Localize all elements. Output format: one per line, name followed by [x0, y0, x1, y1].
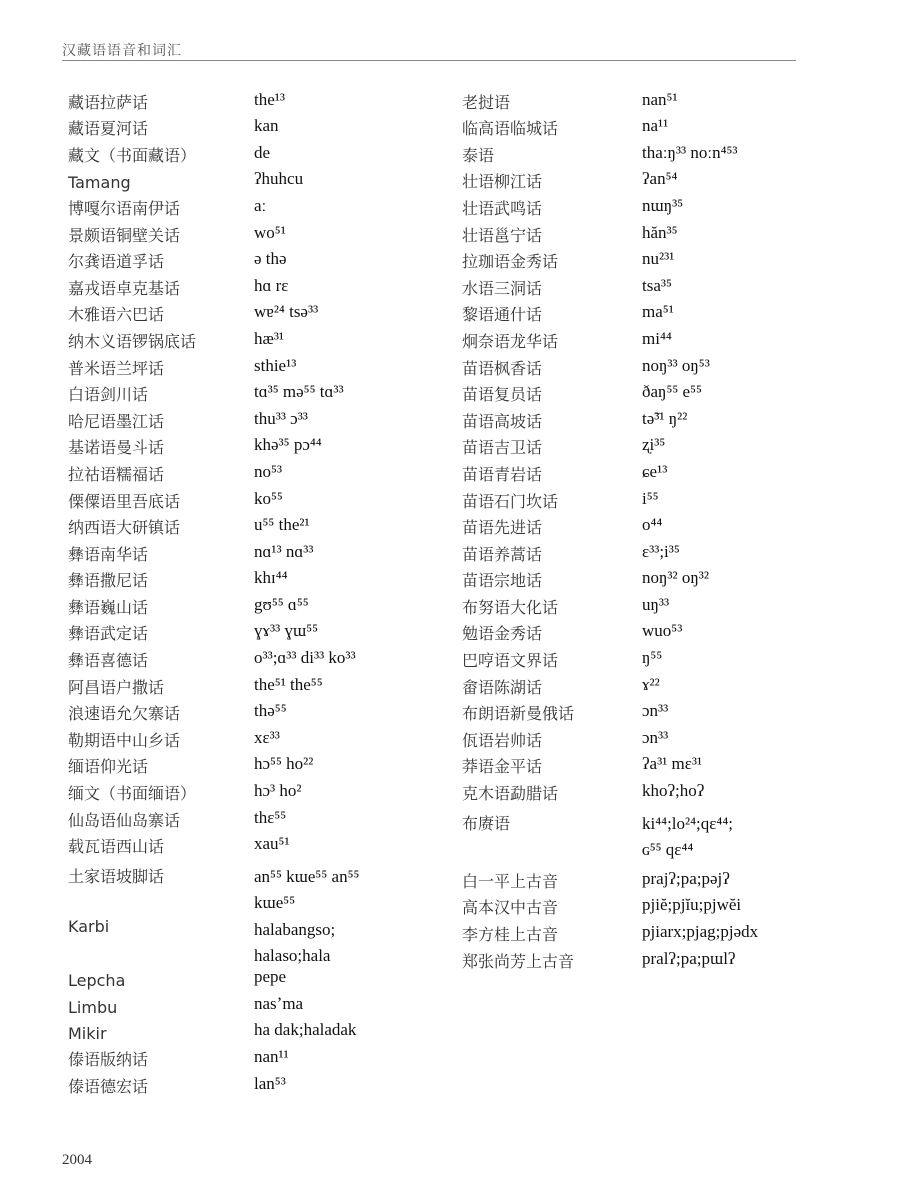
language-name: 苗语复员话: [462, 385, 543, 405]
language-name: 勒期语中山乡话: [68, 730, 181, 750]
entry-row: [68, 777, 428, 804]
entry-row: [462, 272, 862, 299]
entry-row: [68, 272, 428, 299]
entry-row: [68, 591, 428, 618]
word-form: nasʼma: [254, 993, 304, 1013]
entry-row: [68, 166, 428, 193]
entry-row: [68, 432, 428, 459]
word-form: i⁵⁵: [642, 488, 659, 508]
language-name: 博嘎尔语南伊话: [68, 198, 181, 218]
word-form: the¹³: [254, 89, 285, 109]
language-name: 载瓦语西山话: [68, 837, 165, 857]
language-name: 苗语吉卫话: [462, 438, 543, 458]
entry-row: [462, 698, 862, 725]
word-form: ŋ⁵⁵: [642, 648, 663, 668]
word-form: khə³⁵ pɔ⁴⁴: [254, 435, 322, 455]
language-name: 缅语仰光话: [68, 757, 149, 777]
word-form: pepe: [254, 967, 287, 987]
language-name: 临高语临城话: [462, 119, 559, 139]
language-name: 壮语柳江话: [462, 172, 543, 192]
language-name: 布朗语新曼俄话: [462, 704, 575, 724]
word-form: khɪ⁴⁴: [254, 568, 288, 588]
language-name: 尔龚语道孚话: [68, 252, 165, 272]
word-form: khoʔ;hoʔ: [642, 781, 705, 801]
language-name: 纳木义语锣锅底话: [68, 331, 197, 351]
language-name: 苗语石门坎话: [462, 491, 559, 511]
language-name: 彝语喜德话: [68, 651, 149, 671]
language-name: 缅文（书面缅语）: [68, 784, 197, 804]
language-name: 莽语金平话: [462, 757, 543, 777]
right-column: [462, 86, 862, 972]
language-name: 拉祜语糯福话: [68, 464, 165, 484]
entry-row: [68, 698, 428, 725]
word-form: ɔn³³: [642, 701, 669, 721]
word-form: thu³³ ɔ³³: [254, 408, 308, 428]
entry-row: [462, 166, 862, 193]
language-name: 壮语邕宁话: [462, 225, 543, 245]
language-name: Mikir: [68, 1024, 107, 1044]
entry-row: [462, 113, 862, 140]
entry-row: [462, 139, 862, 166]
entry-row: [68, 751, 428, 778]
entry-row: [462, 724, 862, 751]
word-form: nan⁵¹: [642, 89, 678, 109]
language-name: 苗语青岩话: [462, 464, 543, 484]
language-name: 炯奈语龙华话: [462, 331, 559, 351]
entry-row: [462, 644, 862, 671]
word-form: halabangso; halaso;hala: [254, 920, 336, 966]
word-form: noŋ³² oŋ³²: [642, 568, 709, 588]
language-name: 巴哼语文界话: [462, 651, 559, 671]
entry-row: [462, 405, 862, 432]
language-name: 傣语版纳话: [68, 1049, 149, 1069]
entry-row: [68, 644, 428, 671]
word-form: hăn³⁵: [642, 222, 678, 242]
left-column: [68, 86, 428, 1097]
language-name: 傣语德宏话: [68, 1076, 149, 1096]
language-name: 李方桂上古音: [462, 925, 559, 944]
entry-row: [68, 192, 428, 219]
entry-row: [68, 325, 428, 352]
entry-row: [462, 246, 862, 273]
word-form: hɔ⁵⁵ ho²²: [254, 754, 314, 774]
word-form: ɤ²²: [642, 674, 660, 694]
word-form: ko⁵⁵: [254, 488, 283, 508]
entry-row: [68, 831, 428, 858]
language-name: 普米语兰坪话: [68, 358, 165, 378]
language-name: 彝语武定话: [68, 624, 149, 644]
language-name: 基诺语曼斗话: [68, 438, 165, 458]
language-name: 布赓语: [462, 814, 511, 834]
entry-row: [68, 219, 428, 246]
language-name: 泰语: [462, 145, 495, 165]
language-name: 布努语大化话: [462, 597, 559, 617]
language-name: 哈尼语墨江话: [68, 411, 165, 431]
entry-row: [462, 918, 862, 945]
word-form: ɔn³³: [642, 727, 669, 747]
word-form: ki⁴⁴;lo²⁴;qɛ⁴⁴; ɢ⁵⁵ qɛ⁴⁴: [642, 814, 733, 860]
word-form: na¹¹: [642, 116, 669, 136]
language-name: 苗语高坡话: [462, 411, 543, 431]
language-name: 苗语宗地话: [462, 571, 543, 591]
language-name: 彝语撒尼话: [68, 571, 149, 591]
word-form: nu²³¹: [642, 249, 675, 269]
word-form: ʔan⁵⁴: [642, 169, 678, 189]
word-form: mi⁴⁴: [642, 328, 672, 348]
entry-row: [462, 219, 862, 246]
entry-row: [68, 990, 428, 1017]
language-name: 白一平上古音: [462, 871, 559, 891]
language-name: 水语三洞话: [462, 278, 543, 298]
entry-row: [462, 512, 862, 539]
entry-row: [68, 379, 428, 406]
entry-row: [68, 246, 428, 273]
language-name: 浪速语允欠寨话: [68, 704, 181, 724]
entry-row: [462, 432, 862, 459]
word-form: nɑ¹³ nɑ³³: [254, 541, 314, 561]
entry-row: [68, 113, 428, 140]
language-name: 土家语坡脚话: [68, 867, 165, 887]
entry-row: [68, 405, 428, 432]
language-name: 景颇语铜壁关话: [68, 225, 181, 245]
word-form: ɛ³³;i³⁵: [642, 541, 680, 561]
word-form: ʔa³¹ mɛ³¹: [642, 754, 703, 774]
entry-row: [462, 565, 862, 592]
language-name: 畲语陈湖话: [462, 677, 543, 697]
entry-row: [68, 910, 428, 966]
word-form: o³³;ɑ³³ di³³ ko³³: [254, 648, 356, 668]
word-form: no⁵³: [254, 461, 283, 481]
word-form: ɕe¹³: [642, 461, 668, 481]
word-form: gʊ⁵⁵ ɑ⁵⁵: [254, 594, 309, 614]
language-name: 木雅语六巴话: [68, 305, 165, 325]
entry-row: [462, 945, 862, 972]
language-name: 拉珈语金秀话: [462, 252, 559, 272]
language-name: 藏文（书面藏语）: [68, 145, 197, 165]
word-form: uŋ³³: [642, 594, 670, 614]
word-form: xɛ³³: [254, 727, 280, 747]
entry-row: [68, 1070, 428, 1097]
entry-row: [68, 139, 428, 166]
entry-row: [68, 857, 428, 913]
word-form: tɑ³⁵ mə⁵⁵ tɑ³³: [254, 382, 344, 402]
word-form: wo⁵¹: [254, 222, 286, 242]
word-form: xau⁵¹: [254, 834, 290, 854]
language-name: 壮语武鸣话: [462, 198, 543, 218]
entry-row: [68, 485, 428, 512]
entry-row: [68, 964, 428, 991]
word-form: hɔ³ ho²: [254, 781, 302, 801]
entry-row: [462, 591, 862, 618]
word-form: ha dak;haladak: [254, 1020, 357, 1040]
word-form: tsa³⁵: [642, 275, 672, 295]
language-name: 傈僳语里吾底话: [68, 491, 181, 511]
entry-row: [462, 865, 862, 892]
word-form: nan¹¹: [254, 1046, 289, 1066]
language-name: Tamang: [68, 173, 131, 193]
word-form: de: [254, 142, 271, 162]
entry-row: [68, 299, 428, 326]
header-rule: [62, 60, 796, 61]
entry-row: [462, 352, 862, 379]
word-form: ɣɤ³³ ɣɯ⁵⁵: [254, 621, 319, 641]
running-header-title: 汉藏语语音和词汇: [62, 43, 182, 59]
entry-row: [462, 379, 862, 406]
word-form: ə thə: [254, 249, 287, 269]
word-form: pjiarx;pjag;pjədx: [642, 922, 759, 941]
word-form: pralʔ;pa;pɯlʔ: [642, 948, 736, 968]
language-name: 阿昌语户撒话: [68, 677, 165, 697]
word-form: noŋ³³ oŋ⁵³: [642, 355, 710, 375]
language-name: 藏语拉萨话: [68, 92, 149, 112]
word-form: prajʔ;pa;pəjʔ: [642, 868, 730, 888]
word-form: wɐ²⁴ tsə³³: [254, 302, 319, 322]
language-name: 彝语巍山话: [68, 597, 149, 617]
word-form: ʐi³⁵: [642, 435, 666, 455]
word-form: hɑ rɛ: [254, 275, 289, 295]
entry-row: [462, 618, 862, 645]
entry-row: [462, 804, 862, 860]
entry-row: [68, 512, 428, 539]
entry-row: [68, 671, 428, 698]
entry-row: [68, 538, 428, 565]
language-name: 仙岛语仙岛寨话: [68, 810, 181, 830]
language-name: 嘉戎语卓克基话: [68, 278, 181, 298]
language-name: 克木语勐腊话: [462, 784, 559, 804]
entry-row: [462, 751, 862, 778]
language-name: Limbu: [68, 997, 118, 1017]
entry-row: [68, 1017, 428, 1044]
language-name: 苗语养蒿话: [462, 544, 543, 564]
entry-row: [68, 618, 428, 645]
entry-row: [68, 804, 428, 831]
word-form: hæ³¹: [254, 328, 285, 348]
entry-row: [462, 485, 862, 512]
language-name: 苗语枫香话: [462, 358, 543, 378]
entry-row: [68, 565, 428, 592]
language-name: 藏语夏河话: [68, 119, 149, 139]
entry-row: [68, 1043, 428, 1070]
entry-row: [462, 538, 862, 565]
language-name: 老挝语: [462, 92, 511, 112]
entry-row: [462, 325, 862, 352]
language-name: Lepcha: [68, 971, 126, 991]
language-name: 高本汉中古音: [462, 898, 559, 918]
language-name: 苗语先进话: [462, 518, 543, 538]
language-name: 纳西语大研镇话: [68, 518, 181, 538]
entry-row: [68, 352, 428, 379]
language-name: 郑张尚芳上古音: [462, 951, 575, 971]
entry-row: [462, 892, 862, 919]
word-form: the⁵¹ the⁵⁵: [254, 674, 323, 694]
language-name: 勉语金秀话: [462, 624, 543, 644]
word-form: aː: [254, 195, 267, 215]
entry-row: [68, 458, 428, 485]
word-form: ðaŋ⁵⁵ e⁵⁵: [642, 382, 702, 402]
word-form: pjiĕ;pjĭu;pjwĕi: [642, 895, 742, 915]
word-form: o⁴⁴: [642, 515, 663, 535]
word-form: tə̃³¹ ŋ²²: [642, 408, 688, 428]
entry-row: [462, 777, 862, 804]
page-number: 2004: [62, 1152, 92, 1168]
word-form: u⁵⁵ the²¹: [254, 515, 310, 535]
entry-row: [462, 671, 862, 698]
word-form: wuo⁵³: [642, 621, 683, 641]
word-form: lan⁵³: [254, 1073, 286, 1093]
word-form: thə⁵⁵: [254, 701, 287, 721]
entry-row: [462, 192, 862, 219]
entry-row: [462, 86, 862, 113]
word-form: thɛ⁵⁵: [254, 807, 287, 827]
word-form: thaːŋ³³ noːn⁴⁵³: [642, 142, 738, 162]
entry-row: [462, 299, 862, 326]
language-name: Karbi: [68, 917, 110, 937]
word-form: sthie¹³: [254, 355, 297, 375]
entry-row: [462, 458, 862, 485]
language-name: 彝语南华话: [68, 544, 149, 564]
word-form: kan: [254, 116, 279, 136]
language-name: 黎语通什话: [462, 305, 543, 325]
entry-row: [68, 86, 428, 113]
word-form: nɯŋ³⁵: [642, 195, 684, 215]
word-form: ma⁵¹: [642, 302, 674, 322]
language-name: 佤语岩帅话: [462, 730, 543, 750]
word-form: an⁵⁵ kɯe⁵⁵ an⁵⁵ kɯe⁵⁵: [254, 867, 360, 913]
language-name: 白语剑川话: [68, 385, 149, 405]
word-form: ʔhuhcu: [254, 169, 304, 189]
entry-row: [68, 724, 428, 751]
